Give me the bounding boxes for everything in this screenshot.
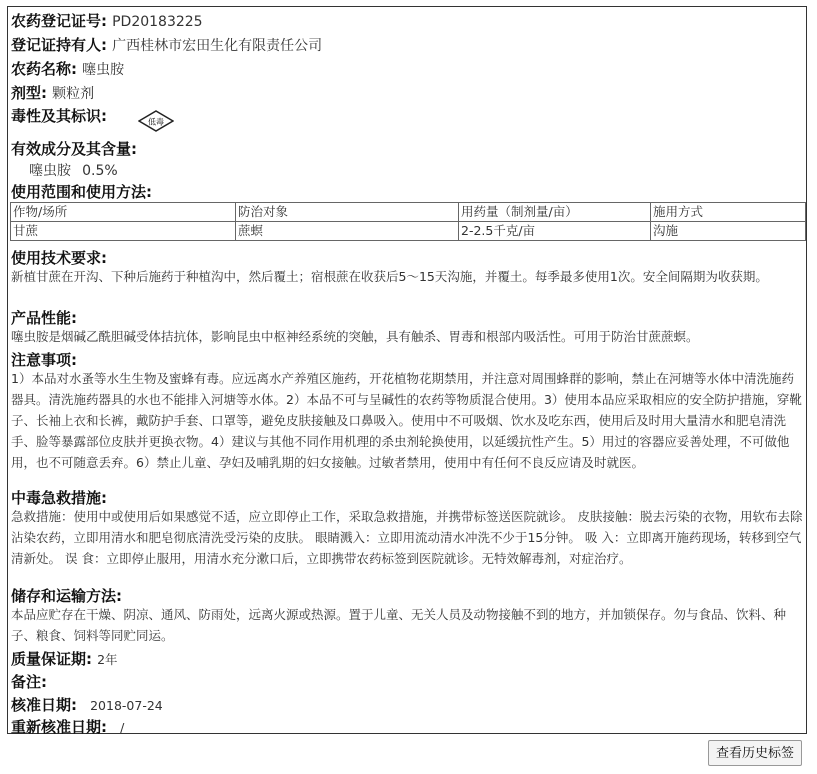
firstaid-text: 急救措施：使用中或使用后如果感觉不适，应立即停止工作，采取急救措施，并携带标签送医院就诊。 皮肤接触：脱去污染的衣物，用软布去除沾染农药，立即用清水和肥皂彻底清洗受污染的皮肤。 眼睛溅入：立即用流动清水冲洗不少于15分钟。 吸 入：立即离开施药现场，转移到空气清新处。 误 食：立即停止服用，用清水充分漱口后，立即携带农药标签到医院就诊。无特效解毒剂，对症治疗。 [11,509,803,566]
remark-row [11,671,47,692]
formulation-row [11,82,94,103]
warranty-row [11,648,118,669]
toxicity-row [11,105,107,126]
holder-value: 广西桂林市宏田生化有限责任公司 [112,38,323,54]
approval-date-label: 核准日期: [11,696,77,714]
notes-text: 1）本品对水蚤等水生生物及蜜蜂有毒。应远离水产养殖区施药，开花植物花期禁用，并注意对周围蜂群的影响，禁止在河塘等水体中清洗施药器具。清洗施药器具的水也不能排入河塘等水体。2）本品不可与呈碱性的农药等物质混合使用。3）使用本品应采取相应的安全防护措施，穿靴子、长袖上衣和长裤，戴防护手套、口罩等，避免皮肤接触及口鼻吸入。使用中不可吸烟、饮水及吃东西，使用后及时用大量清水和肥皂清洗手、脸等暴露部位皮肤并更换衣物。4）建议与其他不同作用机理的杀虫剂轮换使用，以延缓抗性产生。5）用过的容器应妥善处理，不可做他用，也不可随意丢弃。6）禁止儿童、孕妇及哺乳期的妇女接触。过敏者禁用，使用中有任何不良反应请及时就医。 [11,371,802,470]
tech-text: 新植甘蔗在开沟、下种后施药于种植沟中，然后覆土；宿根蔗在收获后5～15天沟施，并覆土。每季最多使用1次。安全间隔期为收获期。 [11,269,768,284]
pesticide-label-panel [7,6,807,734]
storage-heading: 储存和运输方法: [11,587,122,605]
usage-header-dosage: 用药量（制剂量/亩） [459,203,651,222]
reapproval-date-value: / [120,720,125,735]
usage-cell-crop: 甘蔗 [11,222,236,241]
formulation-value: 颗粒剂 [52,86,95,102]
usage-cell-method: 沟施 [651,222,806,241]
storage-text: 本品应贮存在干燥、阴凉、通风、防雨处，远离火源或热源。置于儿童、无关人员及动物接触不到的地方，并加锁保存。勿与食品、饮料、种子、粮食、饲料等同贮同运。 [11,607,787,643]
usage-header-target: 防治对象 [236,203,459,222]
low-toxicity-diamond-icon [138,110,174,132]
ingredient-heading: 有效成分及其含量: [11,140,137,158]
ingredient-name: 噻虫胺 [29,163,71,179]
ingredient-content: 0.5% [82,163,118,179]
tech-heading: 使用技术要求: [11,249,107,267]
ingredient-content-row [29,160,118,180]
reapproval-date-row [11,716,124,737]
usage-table-header-row [11,203,806,222]
reg-number-label: 农药登记证号: [11,12,107,30]
formulation-label: 剂型: [11,84,47,102]
remark-label: 备注: [11,673,47,691]
holder-label: 登记证持有人: [11,36,107,54]
toxicity-mark-text: 低毒 [148,117,164,127]
notes-heading: 注意事项: [11,351,77,369]
warranty-label: 质量保证期: [11,650,92,668]
pesticide-name-label: 农药名称: [11,60,77,78]
firstaid-heading: 中毒急救措施: [11,489,107,507]
performance-heading: 产品性能: [11,309,77,327]
pesticide-name-value: 噻虫胺 [82,62,125,78]
warranty-value: 2年 [97,652,118,667]
table-row [11,222,806,241]
reg-number-row [11,10,203,31]
view-history-label-button[interactable]: 查看历史标签 [708,740,802,766]
usage-cell-dosage: 2-2.5千克/亩 [459,222,651,241]
toxicity-label: 毒性及其标识: [11,107,107,125]
usage-header-method: 施用方式 [651,203,806,222]
performance-text: 噻虫胺是烟碱乙酰胆碱受体拮抗体，影响昆虫中枢神经系统的突触，具有触杀、胃毒和根部内吸活性。可用于防治甘蔗蔗螟。 [11,329,699,344]
usage-cell-target: 蔗螟 [236,222,459,241]
usage-table [10,202,806,241]
usage-header-crop: 作物/场所 [11,203,236,222]
reg-number-value: PD20183225 [112,14,203,30]
pesticide-name-row [11,58,124,79]
approval-date-value: 2018-07-24 [90,698,163,713]
reapproval-date-label: 重新核准日期: [11,718,107,736]
holder-row [11,34,322,55]
approval-date-row [11,694,163,715]
usage-heading: 使用范围和使用方法: [11,183,152,201]
